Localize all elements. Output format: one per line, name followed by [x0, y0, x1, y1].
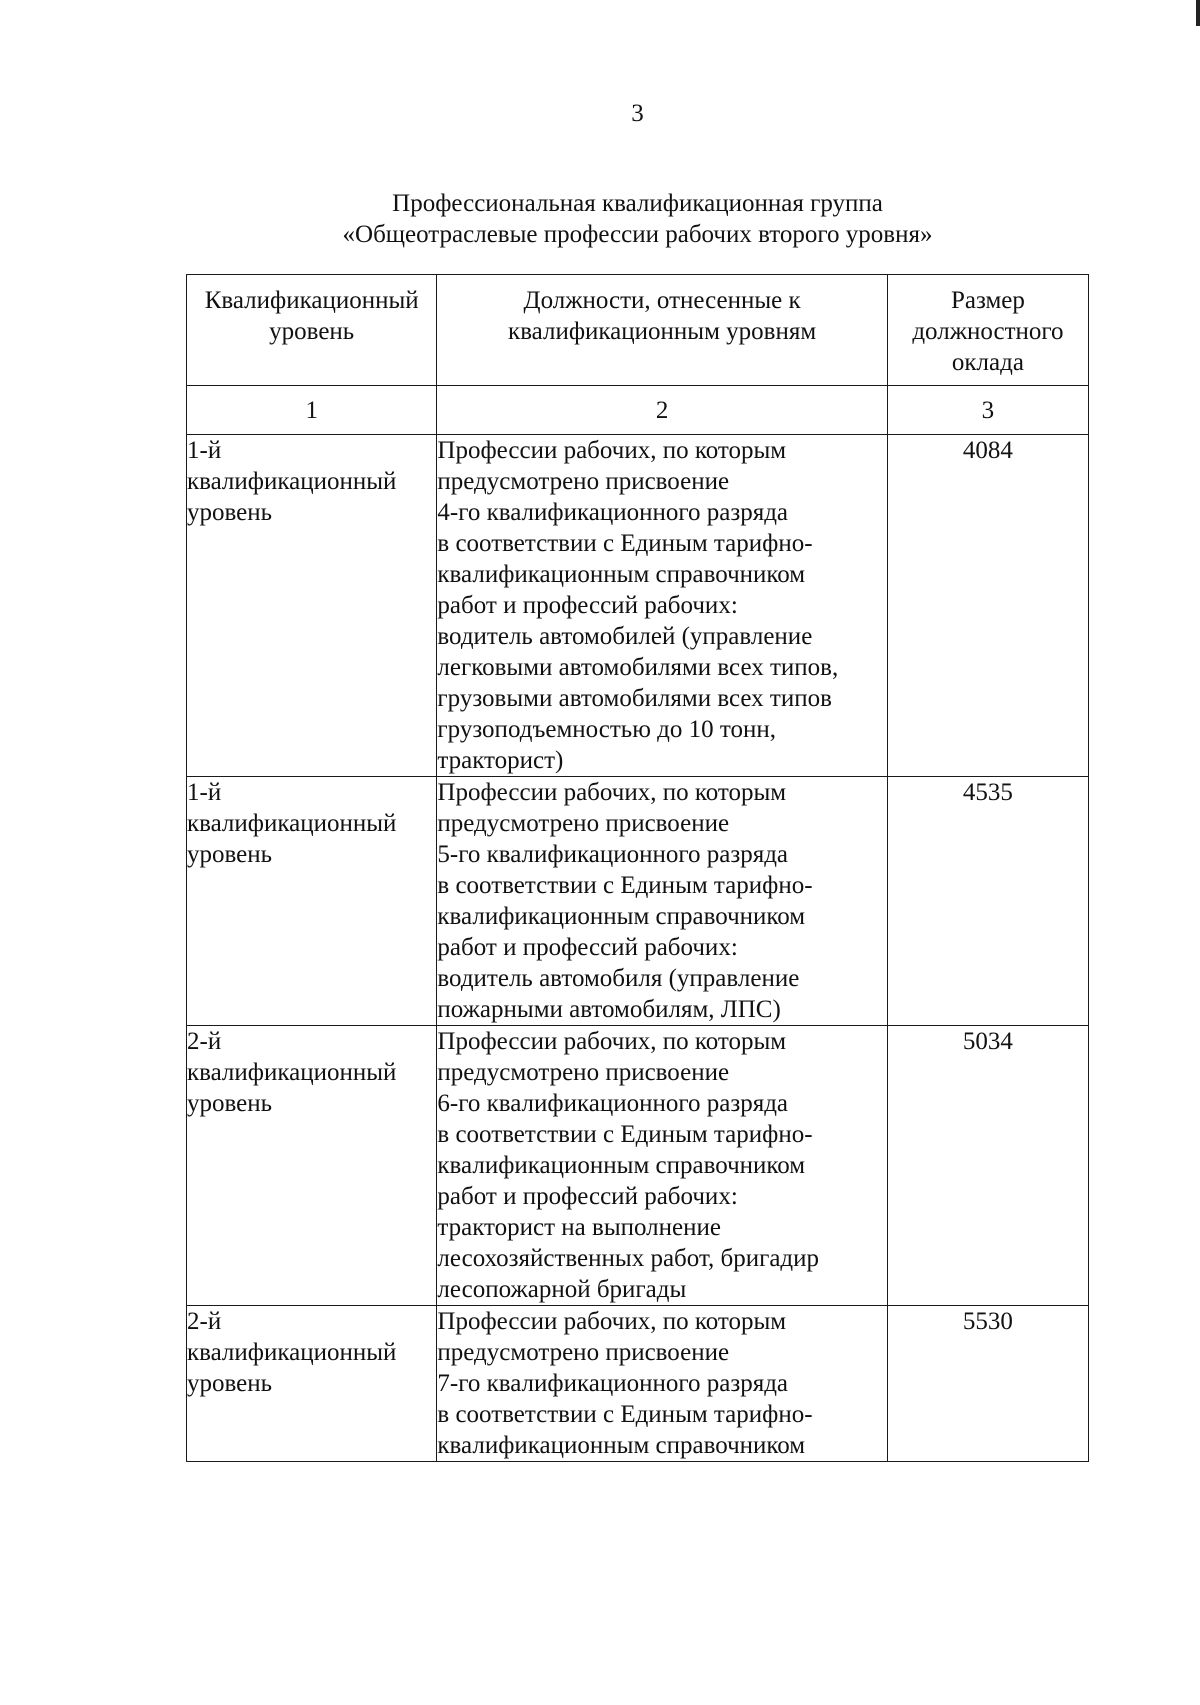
- column-number-3: 3: [887, 386, 1088, 435]
- qualification-level-cell: 1-й квалификационный уровень: [187, 435, 437, 777]
- scan-edge-mark: [1196, 0, 1200, 26]
- salary-cell: 4535: [887, 777, 1088, 1026]
- document-title: [0, 188, 1200, 250]
- table-row: [187, 435, 1089, 777]
- page-number: 3: [631, 100, 644, 127]
- column-number-2: 2: [437, 386, 887, 435]
- qualification-level-cell: 1-й квалификационный уровень: [187, 777, 437, 1026]
- qualification-level-cell: 2-й квалификационный уровень: [187, 1306, 437, 1462]
- qualification-salary-table: [186, 274, 1089, 1462]
- positions-cell: Профессии рабочих, по которым предусмотрено присвоение 7-го квалификационного разряда в соответствии с Единым тарифно- квалификационным справочником: [437, 1306, 887, 1462]
- header-positions-text: Должности, отнесенные к квалификационным уровням: [508, 287, 817, 345]
- header-salary-text: Размер должностного оклада: [912, 287, 1064, 376]
- header-positions: [437, 275, 887, 386]
- salary-cell: 5034: [887, 1026, 1088, 1306]
- table-row: [187, 1026, 1089, 1306]
- salary-cell: 4084: [887, 435, 1088, 777]
- document-title-line-2: «Общеотраслевые профессии рабочих второго уровня»: [342, 221, 933, 248]
- document-title-line-1: Профессиональная квалификационная группа: [392, 190, 883, 217]
- column-number-1: 1: [187, 386, 437, 435]
- positions-cell: Профессии рабочих, по которым предусмотрено присвоение 6-го квалификационного разряда в соответствии с Единым тарифно- квалификационным справочником работ и профессий рабочих: тракторист на выполнение лесохозяйственных работ, бригадир лесопожарной бригады: [437, 1026, 887, 1306]
- column-number-row: [187, 386, 1089, 435]
- positions-cell: Профессии рабочих, по которым предусмотрено присвоение 5-го квалификационного разряда в соответствии с Единым тарифно- квалификационным справочником работ и профессий рабочих: водитель автомобиля (управление пожарными автомобилям, ЛПС): [437, 777, 887, 1026]
- positions-cell: Профессии рабочих, по которым предусмотрено присвоение 4-го квалификационного разряда в соответствии с Единым тарифно- квалификационным справочником работ и профессий рабочих: водитель автомобилей (управление легковыми автомобилями всех типов, грузовыми автомобилями всех типов грузоподъемностью до 10 тонн, тракторист): [437, 435, 887, 777]
- salary-cell: 5530: [887, 1306, 1088, 1462]
- qualification-level-cell: 2-й квалификационный уровень: [187, 1026, 437, 1306]
- table-row: [187, 1306, 1089, 1462]
- header-salary: [887, 275, 1088, 386]
- table-header-row: [187, 275, 1089, 386]
- table-row: [187, 777, 1089, 1026]
- header-qualification-level: [187, 275, 437, 386]
- header-qualification-level-text: Квалификационный уровень: [204, 287, 419, 345]
